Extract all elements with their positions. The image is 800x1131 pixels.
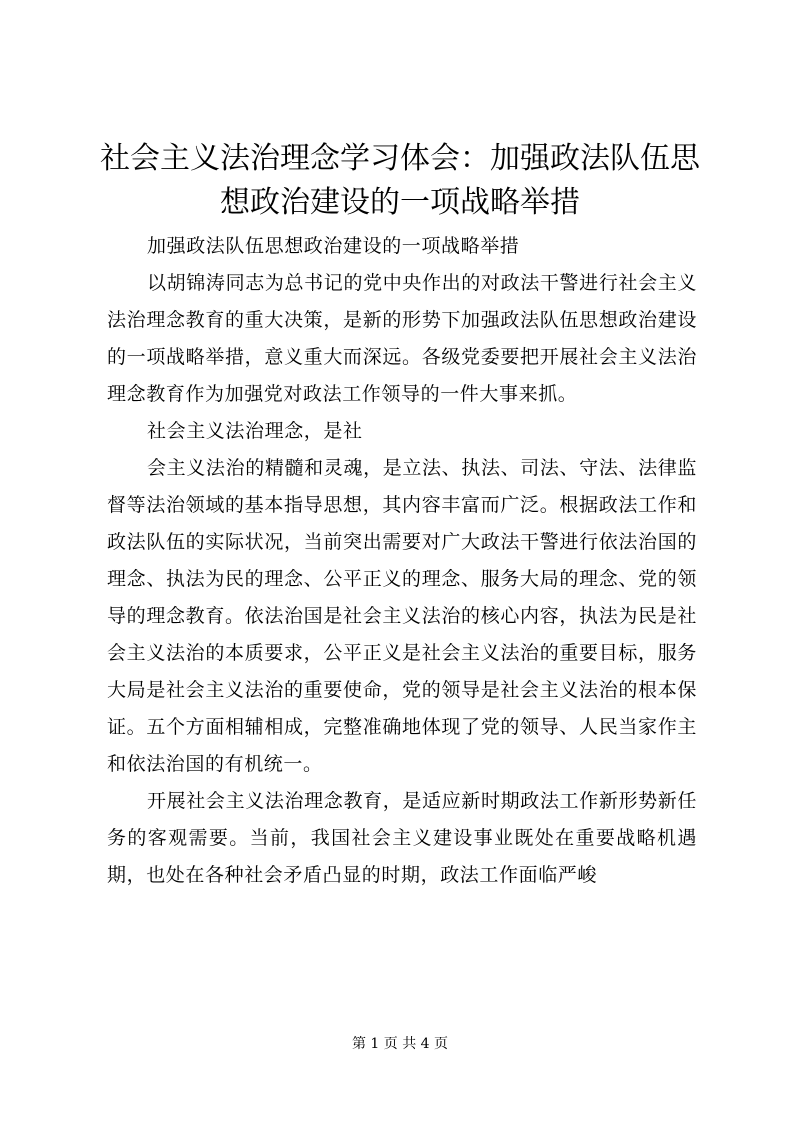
document-body	[107, 228, 697, 894]
paragraph-3: 社会主义法治理念，是社	[147, 420, 363, 442]
paragraph-4: 会主义法治的精髓和灵魂，是立法、执法、司法、守法、法律监督等法治领域的基本指导思想，其内容丰富而广泛。根据政法工作和政法队伍的实际状况，当前突出需要对广大政法干警进行依法治国的理念、执法为民的理念、公平正义的理念、服务大局的理念、党的领导的理念教育。依法治国是社会主义法治的核心内容，执法为民是社会主义法治的本质要求，公平正义是社会主义法治的重要目标，服务大局是社会主义法治的重要使命，党的领导是社会主义法治的根本保证。五个方面相辅相成，完整准确地体现了党的领导、人民当家作主和依法治国的有机统一。	[107, 457, 697, 775]
document-title: 社会主义法治理念学习体会：加强政法队伍思想政治建设的一项战略举措	[100, 141, 700, 220]
page-number-footer: 第 1 页 共 4 页	[351, 1036, 449, 1052]
paragraph-1: 加强政法队伍思想政治建设的一项战略举措	[147, 235, 520, 257]
paragraph-2: 以胡锦涛同志为总书记的党中央作出的对政法干警进行社会主义法治理念教育的重大决策，是新的形势下加强政法队伍思想政治建设的一项战略举措，意义重大而深远。各级党委要把开展社会主义法治理念教育作为加强党对政法工作领导的一件大事来抓。	[107, 272, 697, 405]
paragraph-5: 开展社会主义法治理念教育，是适应新时期政法工作新形势新任务的客观需要。当前，我国社会主义建设事业既处在重要战略机遇期，也处在各种社会矛盾凸显的时期，政法工作面临严峻	[107, 790, 697, 886]
